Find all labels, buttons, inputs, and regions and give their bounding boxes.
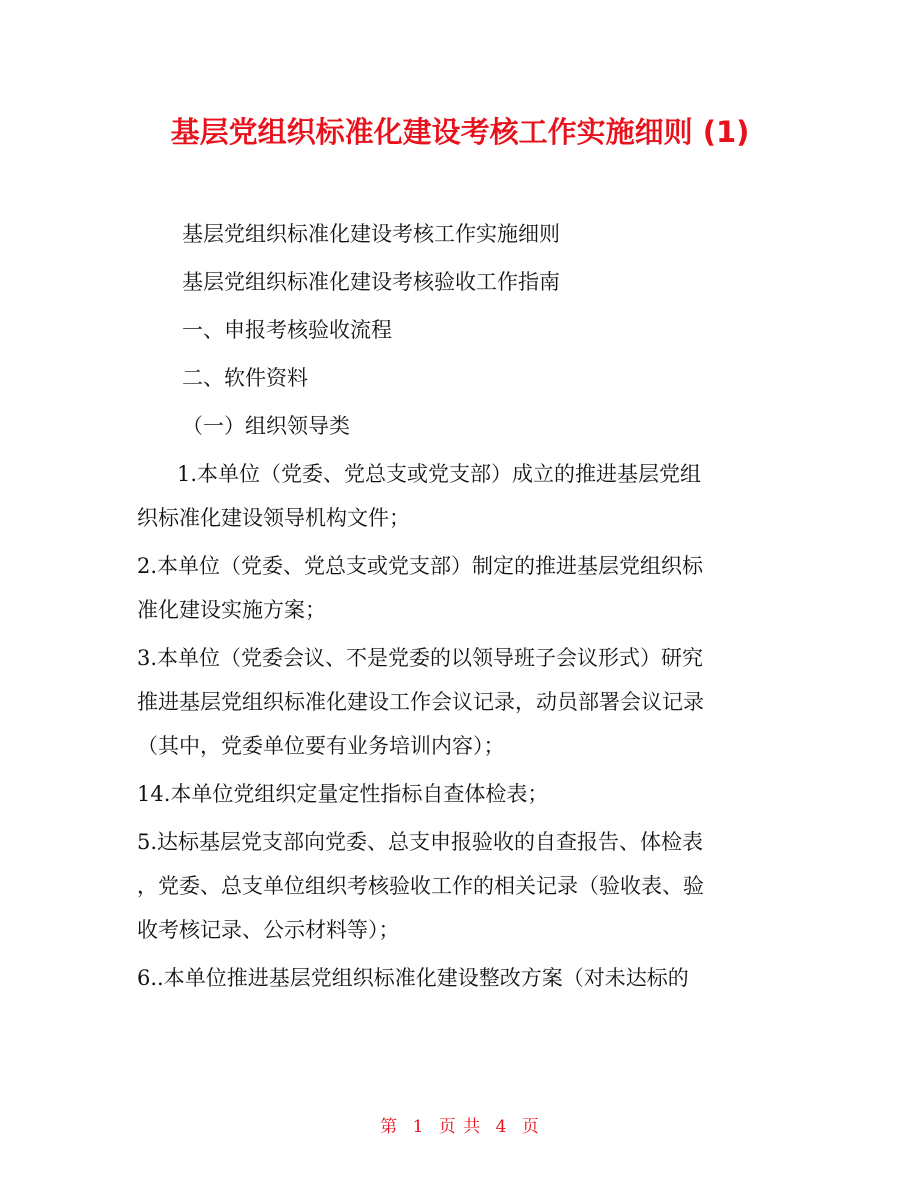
footer-total-pages: 4 [495, 1117, 508, 1137]
item-4-line-1: 14.本单位党组织定量定性指标自查体检表； [137, 782, 549, 806]
footer-page-middle: 页 共 [438, 1117, 482, 1137]
item-5-line-2: ，党委、总支单位组织考核验收工作的相关记录（验收表、验 [137, 874, 704, 898]
paragraph-subtitle-2: 基层党组织标准化建设考核验收工作指南 [182, 270, 560, 294]
subsection-heading: （一）组织领导类 [182, 414, 350, 438]
item-1-line-2: 织标准化建设领导机构文件； [137, 506, 410, 530]
section-heading-1: 一、申报考核验收流程 [182, 318, 392, 342]
item-3-line-1: 3.本单位（党委会议、不是党委的以领导班子会议形式）研究 [137, 646, 704, 670]
item-5-line-3: 收考核记录、公示材料等）； [137, 918, 400, 942]
item-3-line-3: （其中，党委单位要有业务培训内容）； [137, 734, 505, 758]
item-2-line-2: 准化建设实施方案； [137, 598, 326, 622]
footer-page-prefix: 第 [380, 1117, 399, 1137]
footer-page-number: 1 [412, 1117, 425, 1137]
item-2-line-1: 2.本单位（党委、党总支或党支部）制定的推进基层党组织标 [137, 554, 704, 578]
document-title: 基层党组织标准化建设考核工作实施细则 (1) [170, 115, 750, 149]
section-heading-2: 二、软件资料 [182, 366, 308, 390]
document-body [137, 214, 787, 1006]
item-5-line-1: 5.达标基层党支部向党委、总支申报验收的自查报告、体检表 [137, 830, 704, 854]
item-3-line-2: 推进基层党组织标准化建设工作会议记录，动员部署会议记录 [137, 690, 704, 714]
item-6-line-1: 6..本单位推进基层党组织标准化建设整改方案（对未达标的 [137, 966, 689, 990]
footer-page-suffix: 页 [521, 1117, 540, 1137]
item-1-line-1: 1.本单位（党委、党总支或党支部）成立的推进基层党组 [177, 462, 702, 486]
paragraph-subtitle-1: 基层党组织标准化建设考核工作实施细则 [182, 222, 560, 246]
page-footer [0, 1112, 920, 1137]
